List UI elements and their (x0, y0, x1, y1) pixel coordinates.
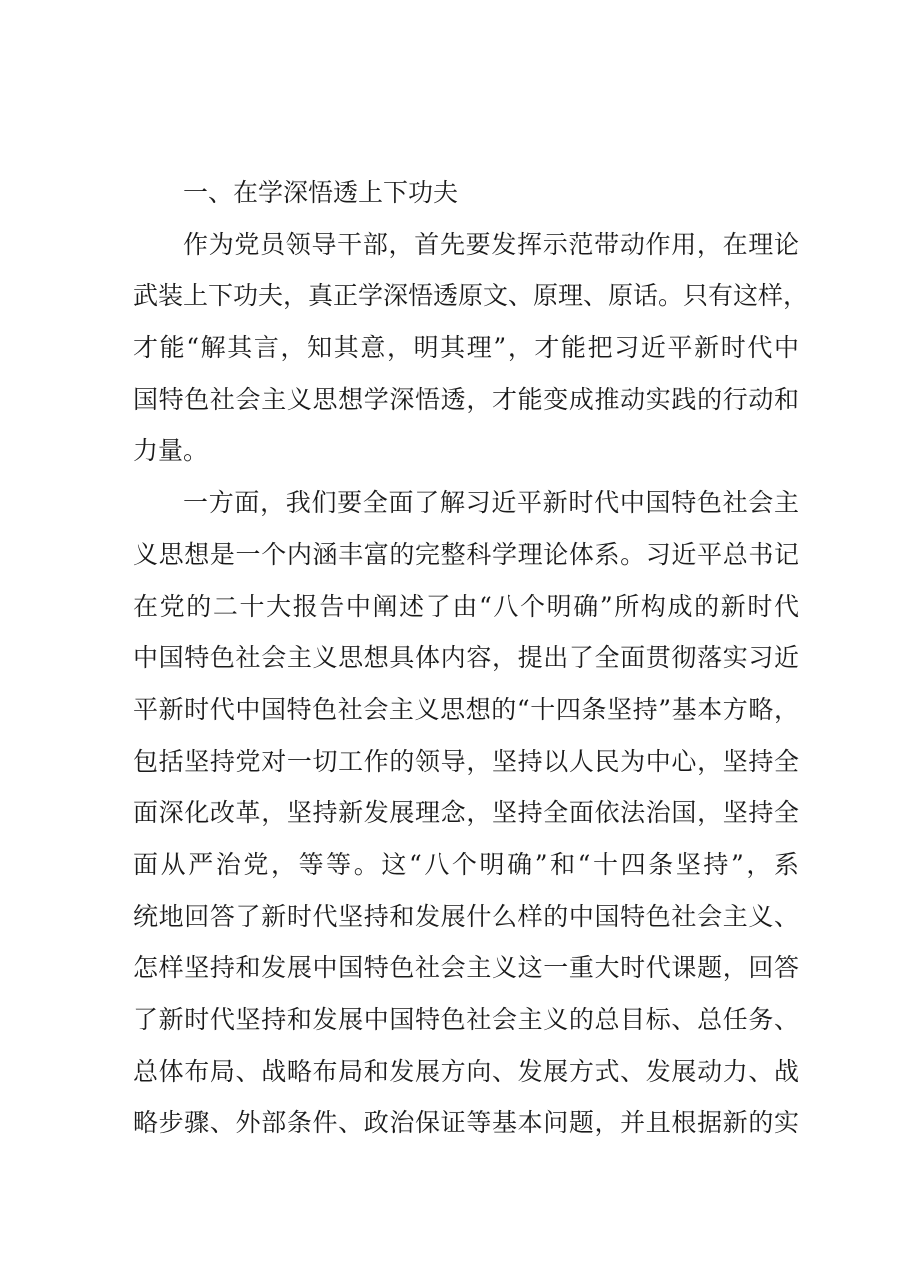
paragraph-2-line: 平新时代中国特色社会主义思想的“十四条坚持”基本方略， (133, 694, 799, 724)
paragraph-1-line: 国特色社会主义思想学深悟透，才能变成推动实践的行动和 (133, 384, 799, 414)
paragraph-1-line: 作为党员领导干部，首先要发挥示范带动作用，在理论 (183, 229, 799, 259)
section-heading: 一、在学深悟透上下功夫 (183, 178, 459, 207)
paragraph-2-line: 面从严治党，等等。这“八个明确”和“十四条坚持”，系 (133, 849, 799, 879)
paragraph-2-line: 了新时代坚持和发展中国特色社会主义的总目标、总任务、 (133, 1005, 799, 1034)
document-body (133, 167, 809, 1149)
paragraph-1-line: 武装上下功夫，真正学深悟透原文、原理、原话。只有这样， (133, 281, 809, 311)
paragraph-2-line: 包括坚持党对一切工作的领导，坚持以人民为中心，坚持全 (133, 746, 799, 776)
paragraph-2-line: 统地回答了新时代坚持和发展什么样的中国特色社会主义、 (133, 901, 799, 931)
paragraph-2-line: 怎样坚持和发展中国特色社会主义这一重大时代课题，回答 (133, 953, 799, 983)
paragraph-2-line: 一方面，我们要全面了解习近平新时代中国特色社会主 (183, 488, 799, 518)
paragraph-2-line: 中国特色社会主义思想具体内容，提出了全面贯彻落实习近 (133, 643, 799, 673)
paragraph-2-line: 面深化改革，坚持新发展理念，坚持全面依法治国，坚持全 (133, 798, 799, 828)
paragraph-2-line: 义思想是一个内涵丰富的完整科学理论体系。习近平总书记 (133, 539, 799, 569)
paragraph-2-line: 略步骤、外部条件、政治保证等基本问题，并且根据新的实 (133, 1108, 799, 1138)
paragraph-2-line: 在党的二十大报告中阐述了由“八个明确”所构成的新时代 (133, 591, 799, 621)
paragraph-1-line: 力量。 (133, 436, 209, 466)
paragraph-1-line: 才能“解其言，知其意，明其理”，才能把习近平新时代中 (133, 333, 799, 363)
paragraph-2-line: 总体布局、战略布局和发展方向、发展方式、发展动力、战 (133, 1056, 799, 1086)
